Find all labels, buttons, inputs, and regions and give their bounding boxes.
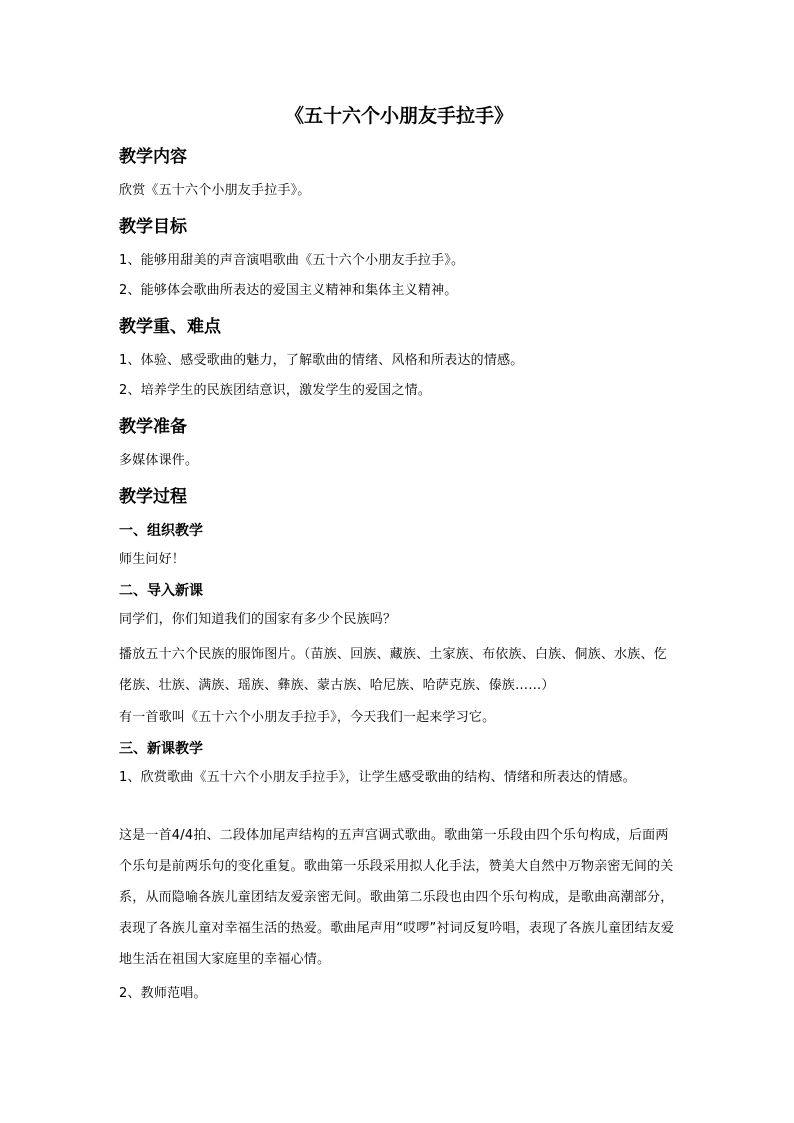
subsection-heading: 三、新课教学 xyxy=(119,741,203,757)
section-heading: 教学内容 xyxy=(119,147,187,167)
list-item: 1、欣赏歌曲《五十六个小朋友手拉手》，让学生感受歌曲的结构、情绪和所表达的情感。 xyxy=(119,770,636,785)
section-heading: 教学重、难点 xyxy=(119,317,221,337)
paragraph: 播放五十六个民族的服饰图片。（苗族、回族、藏族、土家族、布依族、白族、侗族、水族、仡佬族、壮族、满族、瑶族、彝族、蒙古族、哈尼族、哈萨克族、傣族……） xyxy=(119,647,667,693)
section-teaching-content xyxy=(119,144,679,202)
section-teaching-process xyxy=(119,484,679,1005)
subsection-heading: 二、导入新课 xyxy=(119,583,203,599)
section-teaching-goals xyxy=(119,214,679,302)
list-item: 2、能够体会歌曲所表达的爱国主义精神和集体主义精神。 xyxy=(119,283,458,298)
list-item: 2、教师范唱。 xyxy=(119,986,207,1001)
list-item: 2、培养学生的民族团结意识，激发学生的爱国之情。 xyxy=(119,383,432,398)
list-item: 1、能够用甜美的声音演唱歌曲《五十六个小朋友手拉手》。 xyxy=(119,253,465,268)
spacer xyxy=(119,798,679,820)
list-item: 1、体验、感受歌曲的魅力，了解歌曲的情绪、风格和所表达的情感。 xyxy=(119,353,524,368)
section-key-points xyxy=(119,314,679,402)
section-preparation xyxy=(119,414,679,472)
paragraph: 同学们，你们知道我们的国家有多少个民族吗？ xyxy=(119,612,397,627)
paragraph: 这是一首4/4拍、二段体加尾声结构的五声宫调式歌曲。歌曲第一乐段由四个乐句构成，后面两个乐句是前两乐句的变化重复。歌曲第一乐段采用拟人化手法，赞美大自然中万物亲密无间的关系，从而隐喻各族儿童团结友爱亲密无间。歌曲第二乐段也由四个乐句构成，是歌曲高潮部分，表现了各族儿童对幸福生活的热爱。歌曲尾声用“哎啰”衬词反复吟唱，表现了各族儿童团结友爱地生活在祖国大家庭里的幸福心情。 xyxy=(119,828,675,967)
paragraph: 多媒体课件。 xyxy=(119,453,199,468)
paragraph: 欣赏《五十六个小朋友手拉手》。 xyxy=(119,183,311,198)
section-heading: 教学目标 xyxy=(119,217,187,237)
document-body xyxy=(119,102,679,1014)
section-heading: 教学过程 xyxy=(119,487,187,507)
section-heading: 教学准备 xyxy=(119,417,187,437)
paragraph: 有一首歌叫《五十六个小朋友手拉手》，今天我们一起来学习它。 xyxy=(119,710,496,725)
document-title: 《五十六个小朋友手拉手》 xyxy=(284,105,513,127)
paragraph: 师生问好！ xyxy=(119,552,186,567)
subsection-heading: 一、组织教学 xyxy=(119,523,203,539)
